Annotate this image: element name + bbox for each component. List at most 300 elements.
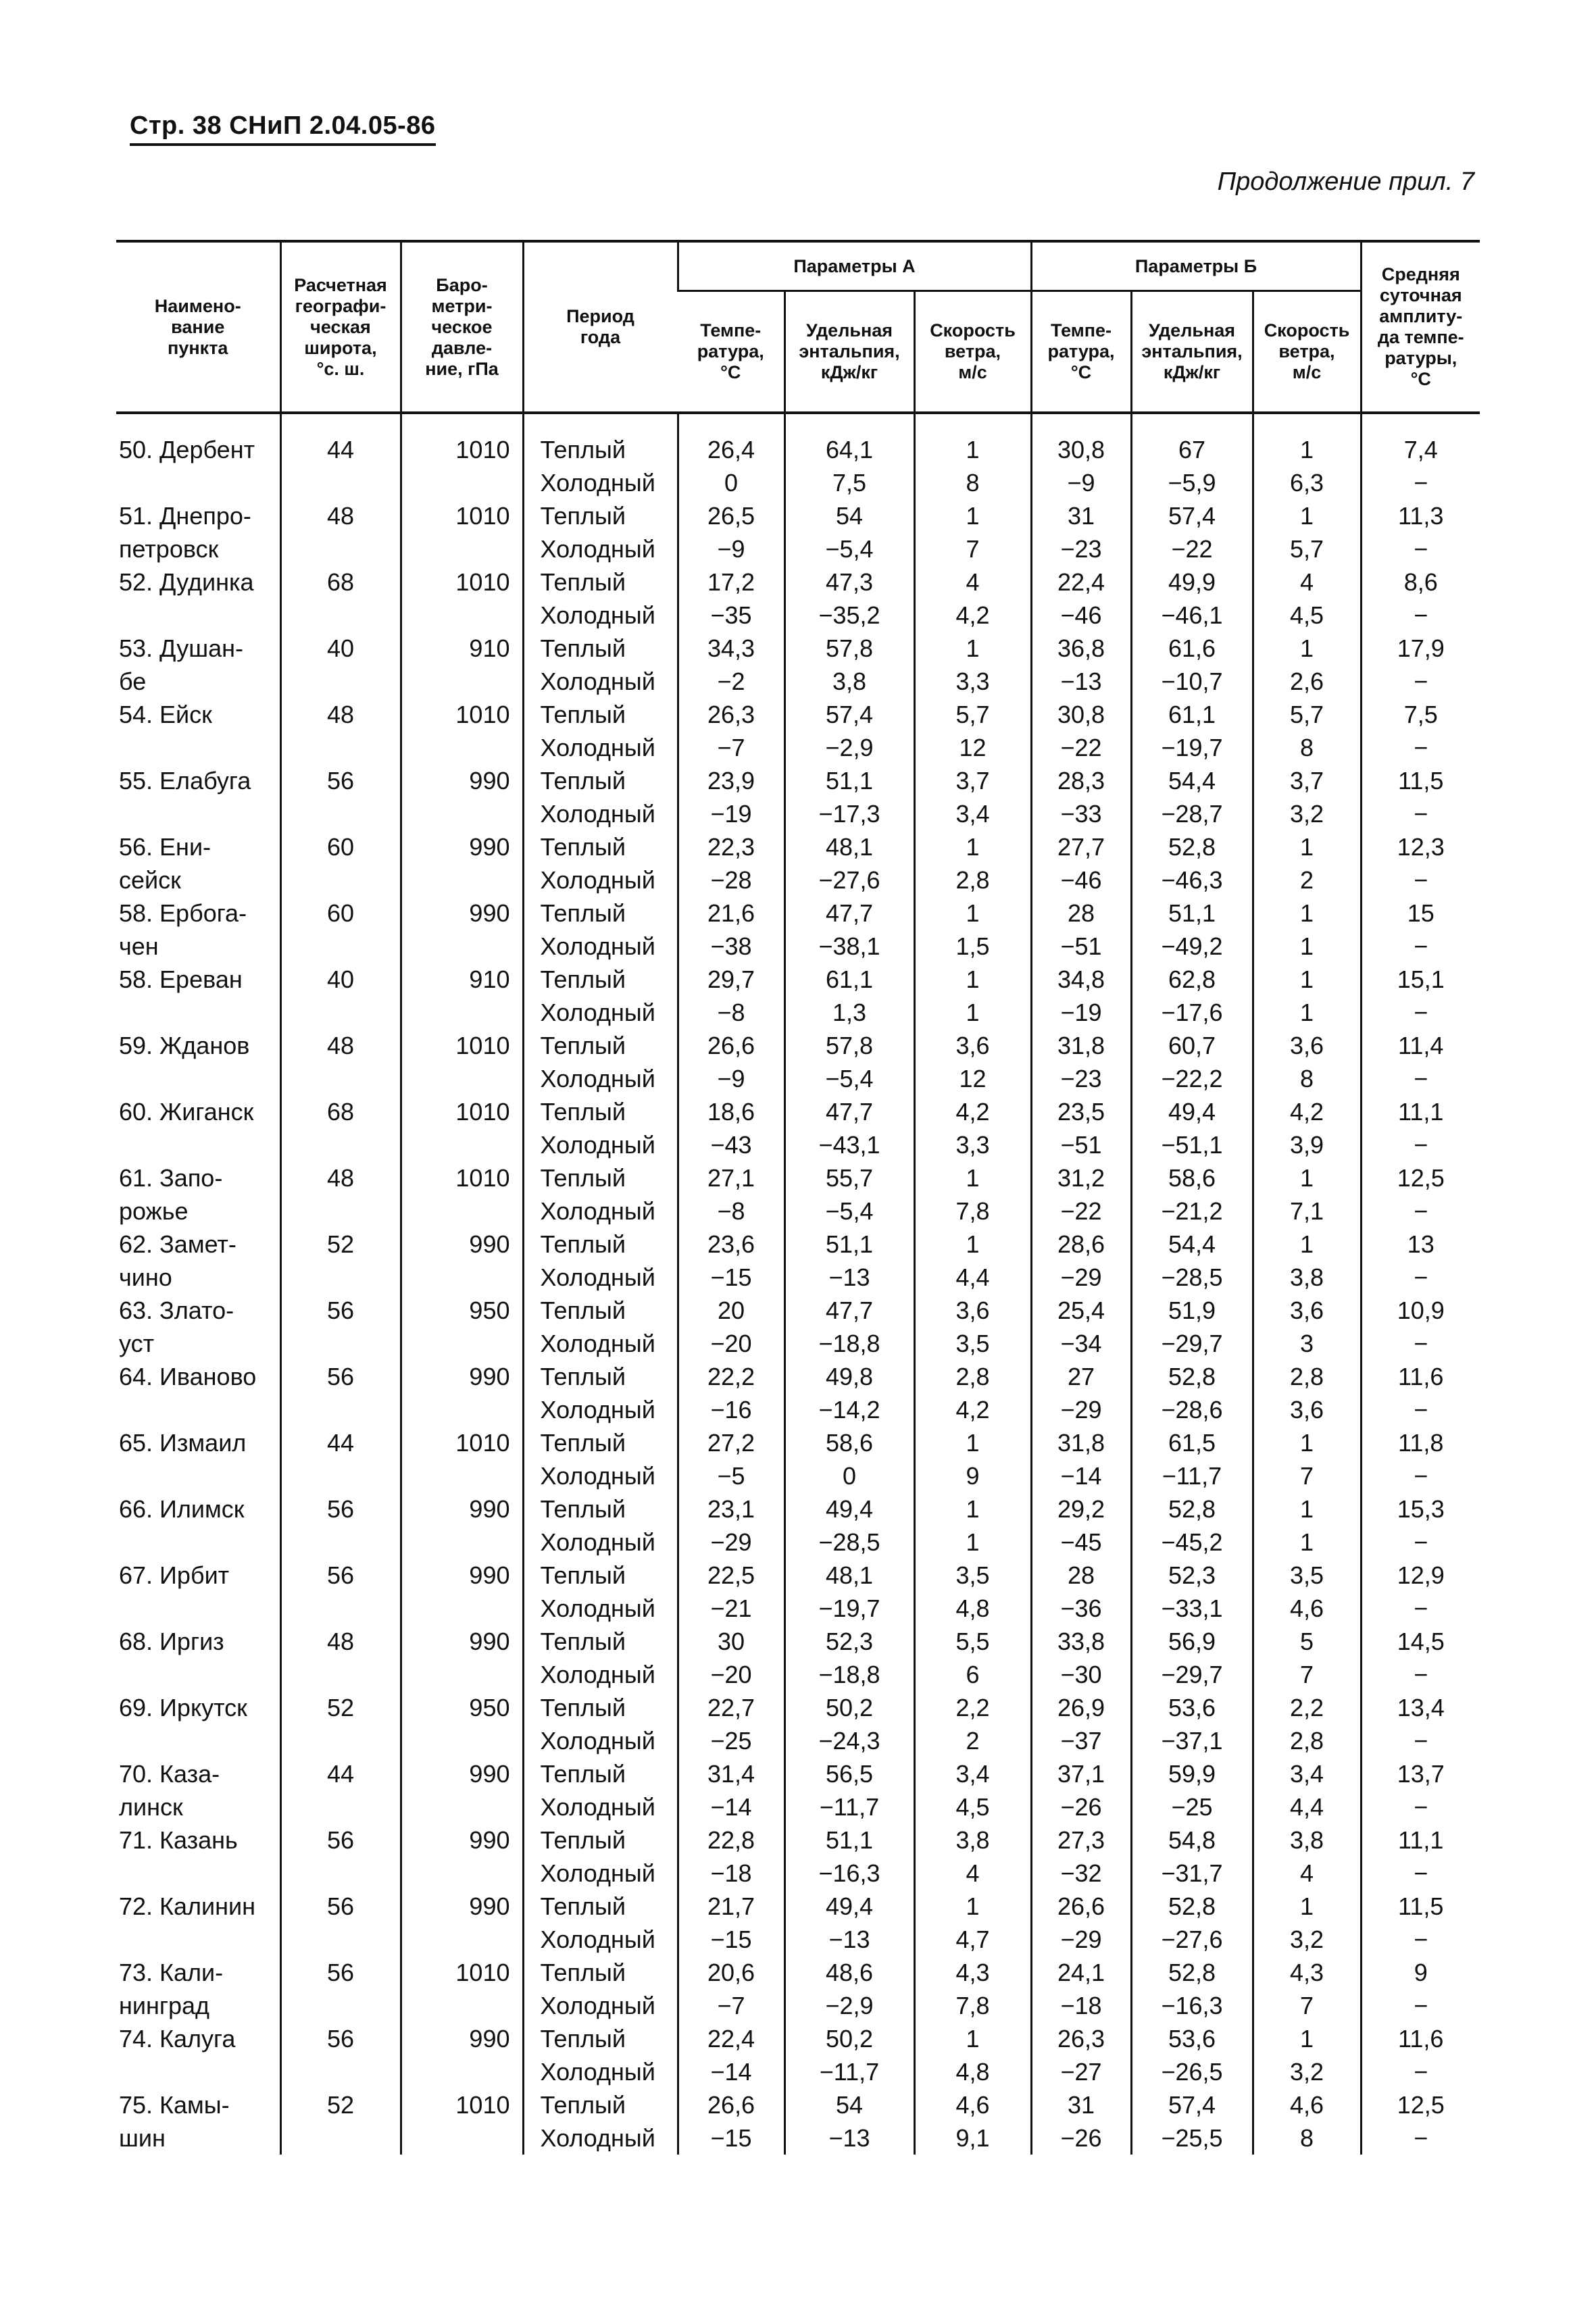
temp-a-cell: 22,5 (678, 1559, 784, 1592)
temp-a-cell: 26,5 (678, 499, 784, 532)
latitude-cell: 52 (280, 2088, 401, 2121)
enthalpy-b-cell: −28,5 (1131, 1261, 1253, 1294)
enthalpy-a-cell: 47,7 (784, 1294, 914, 1327)
amplitude-cell: − (1361, 1923, 1480, 1956)
wind-a-cell: 2 (914, 1724, 1031, 1757)
period-cell: Холодный (523, 1128, 678, 1161)
table-row (116, 632, 1480, 665)
station-name-cont: нинград (119, 1992, 210, 2019)
wind-b-cell: 1 (1253, 1890, 1361, 1923)
period-cell: Теплый (523, 433, 678, 466)
table-row (116, 1757, 1480, 1790)
period-cell: Холодный (523, 1526, 678, 1559)
pressure-cell: 990 (401, 764, 523, 797)
temp-b-cell: 30,8 (1031, 698, 1131, 731)
wind-b-cell: 8 (1253, 2121, 1361, 2155)
enthalpy-b-cell: −19,7 (1131, 731, 1253, 764)
amplitude-cell: 8,6 (1361, 565, 1480, 599)
temp-a-cell: 0 (678, 466, 784, 499)
amplitude-cell: 11,3 (1361, 499, 1480, 532)
enthalpy-b-cell: −49,2 (1131, 930, 1253, 963)
pressure-cell: 950 (401, 1294, 523, 1327)
enthalpy-a-cell: −35,2 (784, 599, 914, 632)
enthalpy-b-cell: −17,6 (1131, 996, 1253, 1029)
header-params-a: Параметры А (678, 241, 1031, 291)
wind-b-cell: 1 (1253, 1228, 1361, 1261)
temp-a-cell: 21,6 (678, 897, 784, 930)
table-row (116, 2022, 1480, 2055)
enthalpy-b-cell: 56,9 (1131, 1625, 1253, 1658)
latitude-cell: 44 (280, 1757, 401, 1790)
table-row (116, 1823, 1480, 1857)
period-cell: Теплый (523, 1426, 678, 1459)
wind-a-cell: 1 (914, 1492, 1031, 1526)
amplitude-cell: 11,6 (1361, 1360, 1480, 1393)
period-cell: Теплый (523, 2022, 678, 2055)
header-enthalpy-b: Удельная энтальпия, кДж/кг (1131, 291, 1253, 413)
station-name: 67. Ирбит (119, 1561, 230, 1589)
period-cell: Теплый (523, 1095, 678, 1128)
enthalpy-b-cell: −37,1 (1131, 1724, 1253, 1757)
enthalpy-a-cell: −43,1 (784, 1128, 914, 1161)
period-cell: Холодный (523, 1923, 678, 1956)
wind-a-cell: 4,8 (914, 2055, 1031, 2088)
period-cell: Холодный (523, 1459, 678, 1492)
wind-a-cell: 4,8 (914, 1592, 1031, 1625)
header-wind-a: Скорость ветра, м/с (914, 291, 1031, 413)
temp-a-cell: −20 (678, 1658, 784, 1691)
temp-a-cell: 26,6 (678, 2088, 784, 2121)
temp-b-cell: −51 (1031, 930, 1131, 963)
temp-b-cell: −18 (1031, 1989, 1131, 2022)
enthalpy-b-cell: 51,1 (1131, 897, 1253, 930)
wind-b-cell: 4,5 (1253, 599, 1361, 632)
amplitude-cell: − (1361, 1261, 1480, 1294)
enthalpy-a-cell: 7,5 (784, 466, 914, 499)
amplitude-cell: 10,9 (1361, 1294, 1480, 1327)
wind-b-cell: 3,6 (1253, 1029, 1361, 1062)
station-name: 70. Каза- (119, 1760, 220, 1788)
pressure-cell: 1010 (401, 698, 523, 731)
latitude-cell: 56 (280, 764, 401, 797)
header-name: Наимено- вание пункта (116, 241, 280, 413)
period-cell: Теплый (523, 1890, 678, 1923)
table-row (116, 2055, 1480, 2088)
enthalpy-b-cell: 61,1 (1131, 698, 1253, 731)
station-name-cont (116, 1923, 280, 1956)
enthalpy-b-cell: 51,9 (1131, 1294, 1253, 1327)
amplitude-cell: 12,3 (1361, 830, 1480, 863)
pressure-cell: 1010 (401, 1161, 523, 1194)
period-cell: Холодный (523, 599, 678, 632)
station-name-cont (116, 1724, 280, 1757)
enthalpy-b-cell: 60,7 (1131, 1029, 1253, 1062)
temp-a-cell: −38 (678, 930, 784, 963)
enthalpy-b-cell: −11,7 (1131, 1459, 1253, 1492)
enthalpy-b-cell: 61,6 (1131, 632, 1253, 665)
latitude-cell: 48 (280, 499, 401, 532)
enthalpy-a-cell: −13 (784, 2121, 914, 2155)
wind-b-cell: 3,8 (1253, 1823, 1361, 1857)
enthalpy-a-cell: 49,4 (784, 1890, 914, 1923)
amplitude-cell: 11,4 (1361, 1029, 1480, 1062)
table-row (116, 1360, 1480, 1393)
amplitude-cell: 15,1 (1361, 963, 1480, 996)
enthalpy-a-cell: −28,5 (784, 1526, 914, 1559)
wind-b-cell: 8 (1253, 731, 1361, 764)
table-row (116, 731, 1480, 764)
enthalpy-a-cell: 57,8 (784, 632, 914, 665)
enthalpy-b-cell: 58,6 (1131, 1161, 1253, 1194)
amplitude-cell: − (1361, 1327, 1480, 1360)
period-cell: Холодный (523, 665, 678, 698)
period-cell: Холодный (523, 930, 678, 963)
temp-a-cell: −20 (678, 1327, 784, 1360)
temp-b-cell: −9 (1031, 466, 1131, 499)
temp-b-cell: 27,7 (1031, 830, 1131, 863)
temp-a-cell: −9 (678, 532, 784, 565)
wind-b-cell: 2,2 (1253, 1691, 1361, 1724)
wind-b-cell: 7 (1253, 1658, 1361, 1691)
amplitude-cell: − (1361, 1790, 1480, 1823)
table-row (116, 1559, 1480, 1592)
temp-b-cell: −30 (1031, 1658, 1131, 1691)
table-row (116, 1989, 1480, 2022)
enthalpy-b-cell: −22 (1131, 532, 1253, 565)
station-name-cont (116, 1526, 280, 1559)
latitude-cell: 68 (280, 565, 401, 599)
temp-b-cell: −29 (1031, 1393, 1131, 1426)
enthalpy-a-cell: −18,8 (784, 1658, 914, 1691)
station-name: 56. Ени- (119, 833, 211, 861)
station-name-cont: чен (119, 932, 159, 960)
enthalpy-b-cell: −33,1 (1131, 1592, 1253, 1625)
wind-a-cell: 1 (914, 963, 1031, 996)
pressure-cell: 990 (401, 2022, 523, 2055)
wind-b-cell: 5,7 (1253, 532, 1361, 565)
station-name-cont (116, 1393, 280, 1426)
table-row (116, 1393, 1480, 1426)
latitude-cell: 48 (280, 1625, 401, 1658)
header-latitude: Расчетная географи- ческая широта, °с. ш. (280, 241, 401, 413)
wind-a-cell: 4,2 (914, 1095, 1031, 1128)
enthalpy-a-cell: −11,7 (784, 1790, 914, 1823)
temp-b-cell: 31 (1031, 499, 1131, 532)
latitude-cell: 44 (280, 1426, 401, 1459)
header-enthalpy-a: Удельная энтальпия, кДж/кг (784, 291, 914, 413)
enthalpy-b-cell: 59,9 (1131, 1757, 1253, 1790)
temp-b-cell: 31,2 (1031, 1161, 1131, 1194)
temp-b-cell: 22,4 (1031, 565, 1131, 599)
pressure-cell: 1010 (401, 1029, 523, 1062)
temp-a-cell: −28 (678, 863, 784, 897)
enthalpy-a-cell: −5,4 (784, 532, 914, 565)
enthalpy-b-cell: 54,4 (1131, 764, 1253, 797)
table-row (116, 2088, 1480, 2121)
station-name-cont (116, 2055, 280, 2088)
amplitude-cell: 13 (1361, 1228, 1480, 1261)
table-row (116, 1790, 1480, 1823)
enthalpy-a-cell: 48,1 (784, 1559, 914, 1592)
enthalpy-b-cell: −21,2 (1131, 1194, 1253, 1228)
wind-b-cell: 4,4 (1253, 1790, 1361, 1823)
station-name-cont (116, 1857, 280, 1890)
latitude-cell: 56 (280, 2022, 401, 2055)
temp-b-cell: −37 (1031, 1724, 1131, 1757)
amplitude-cell: − (1361, 1724, 1480, 1757)
pressure-cell: 990 (401, 1823, 523, 1857)
temp-a-cell: 34,3 (678, 632, 784, 665)
wind-a-cell: 12 (914, 1062, 1031, 1095)
temp-b-cell: −22 (1031, 1194, 1131, 1228)
amplitude-cell: 7,4 (1361, 433, 1480, 466)
latitude-cell: 48 (280, 1029, 401, 1062)
enthalpy-a-cell: 52,3 (784, 1625, 914, 1658)
enthalpy-a-cell: 50,2 (784, 2022, 914, 2055)
station-name: 50. Дербент (119, 436, 255, 463)
table-row (116, 1459, 1480, 1492)
latitude-cell: 52 (280, 1228, 401, 1261)
wind-b-cell: 4,6 (1253, 1592, 1361, 1625)
pressure-cell: 990 (401, 1625, 523, 1658)
wind-b-cell: 8 (1253, 1062, 1361, 1095)
table-row (116, 1658, 1480, 1691)
enthalpy-a-cell: −2,9 (784, 1989, 914, 2022)
header-pressure: Баро- метри- ческое давле- ние, гПа (401, 241, 523, 413)
temp-a-cell: −15 (678, 2121, 784, 2155)
wind-a-cell: 1 (914, 632, 1031, 665)
temp-a-cell: −9 (678, 1062, 784, 1095)
enthalpy-b-cell: 52,8 (1131, 1360, 1253, 1393)
latitude-cell: 68 (280, 1095, 401, 1128)
period-cell: Холодный (523, 1989, 678, 2022)
amplitude-cell: 12,9 (1361, 1559, 1480, 1592)
period-cell: Холодный (523, 466, 678, 499)
enthalpy-a-cell: 51,1 (784, 764, 914, 797)
temp-b-cell: 28,3 (1031, 764, 1131, 797)
table-row (116, 433, 1480, 466)
wind-a-cell: 1,5 (914, 930, 1031, 963)
wind-b-cell: 1 (1253, 632, 1361, 665)
enthalpy-a-cell: −17,3 (784, 797, 914, 830)
wind-b-cell: 1 (1253, 1492, 1361, 1526)
enthalpy-b-cell: 54,4 (1131, 1228, 1253, 1261)
temp-a-cell: −35 (678, 599, 784, 632)
enthalpy-a-cell: 56,5 (784, 1757, 914, 1790)
wind-b-cell: 3,7 (1253, 764, 1361, 797)
table-row (116, 1095, 1480, 1128)
period-cell: Теплый (523, 1559, 678, 1592)
wind-b-cell: 7,1 (1253, 1194, 1361, 1228)
amplitude-cell: − (1361, 1459, 1480, 1492)
climate-table (116, 240, 1480, 2155)
enthalpy-a-cell: −18,8 (784, 1327, 914, 1360)
station-name: 54. Ейск (119, 701, 212, 728)
enthalpy-a-cell: 47,7 (784, 897, 914, 930)
wind-a-cell: 1 (914, 2022, 1031, 2055)
temp-a-cell: 23,6 (678, 1228, 784, 1261)
wind-a-cell: 1 (914, 1161, 1031, 1194)
wind-a-cell: 3,7 (914, 764, 1031, 797)
pressure-cell: 910 (401, 963, 523, 996)
temp-b-cell: 23,5 (1031, 1095, 1131, 1128)
pressure-cell: 1010 (401, 565, 523, 599)
temp-b-cell: 31,8 (1031, 1029, 1131, 1062)
table-row (116, 996, 1480, 1029)
enthalpy-a-cell: −24,3 (784, 1724, 914, 1757)
wind-b-cell: 1 (1253, 830, 1361, 863)
amplitude-cell: − (1361, 1393, 1480, 1426)
table-row (116, 897, 1480, 930)
station-name-cont: уст (119, 1330, 155, 1357)
wind-a-cell: 2,8 (914, 863, 1031, 897)
wind-a-cell: 4,6 (914, 2088, 1031, 2121)
wind-b-cell: 2,8 (1253, 1360, 1361, 1393)
station-name: 64. Иваново (119, 1363, 257, 1390)
enthalpy-a-cell: 61,1 (784, 963, 914, 996)
pressure-cell: 990 (401, 1492, 523, 1526)
temp-a-cell: −19 (678, 797, 784, 830)
header-temp-b: Темпе- ратура, °С (1031, 291, 1131, 413)
temp-a-cell: 17,2 (678, 565, 784, 599)
period-cell: Теплый (523, 1691, 678, 1724)
temp-b-cell: −27 (1031, 2055, 1131, 2088)
period-cell: Холодный (523, 2121, 678, 2155)
wind-a-cell: 4 (914, 565, 1031, 599)
table-row (116, 863, 1480, 897)
enthalpy-a-cell: 3,8 (784, 665, 914, 698)
header-period: Период года (523, 241, 678, 413)
wind-a-cell: 4,2 (914, 1393, 1031, 1426)
table-row (116, 930, 1480, 963)
amplitude-cell: 14,5 (1361, 1625, 1480, 1658)
enthalpy-a-cell: 49,4 (784, 1492, 914, 1526)
wind-b-cell: 5 (1253, 1625, 1361, 1658)
station-name: 60. Жиганск (119, 1098, 254, 1126)
wind-b-cell: 1 (1253, 1426, 1361, 1459)
wind-b-cell: 2,8 (1253, 1724, 1361, 1757)
station-name: 75. Камы- (119, 2091, 230, 2119)
period-cell: Теплый (523, 1360, 678, 1393)
amplitude-cell: − (1361, 466, 1480, 499)
latitude-cell: 48 (280, 698, 401, 731)
station-name-cont (116, 731, 280, 764)
enthalpy-b-cell: 52,8 (1131, 830, 1253, 863)
table-row (116, 1625, 1480, 1658)
amplitude-cell: 11,6 (1361, 2022, 1480, 2055)
wind-a-cell: 4,2 (914, 599, 1031, 632)
temp-a-cell: −8 (678, 996, 784, 1029)
wind-a-cell: 3,5 (914, 1559, 1031, 1592)
station-name-cont (116, 466, 280, 499)
table-row (116, 2121, 1480, 2155)
enthalpy-a-cell: −13 (784, 1923, 914, 1956)
enthalpy-b-cell: 52,3 (1131, 1559, 1253, 1592)
station-name: 53. Душан- (119, 634, 243, 662)
wind-b-cell: 1 (1253, 996, 1361, 1029)
enthalpy-a-cell: 51,1 (784, 1228, 914, 1261)
amplitude-cell: − (1361, 996, 1480, 1029)
enthalpy-a-cell: 47,7 (784, 1095, 914, 1128)
period-cell: Теплый (523, 698, 678, 731)
enthalpy-a-cell: 54 (784, 2088, 914, 2121)
enthalpy-a-cell: −5,4 (784, 1062, 914, 1095)
enthalpy-a-cell: 50,2 (784, 1691, 914, 1724)
temp-b-cell: −22 (1031, 731, 1131, 764)
enthalpy-b-cell: −29,7 (1131, 1327, 1253, 1360)
wind-b-cell: 2,6 (1253, 665, 1361, 698)
latitude-cell: 40 (280, 963, 401, 996)
temp-b-cell: 27,3 (1031, 1823, 1131, 1857)
wind-a-cell: 7,8 (914, 1989, 1031, 2022)
temp-b-cell: −33 (1031, 797, 1131, 830)
amplitude-cell: 11,5 (1361, 1890, 1480, 1923)
table-row (116, 1526, 1480, 1559)
pressure-cell: 990 (401, 830, 523, 863)
temp-a-cell: −16 (678, 1393, 784, 1426)
period-cell: Холодный (523, 532, 678, 565)
enthalpy-b-cell: −22,2 (1131, 1062, 1253, 1095)
station-name: 51. Днепро- (119, 502, 251, 530)
enthalpy-b-cell: −51,1 (1131, 1128, 1253, 1161)
station-name: 74. Калуга (119, 2025, 236, 2053)
temp-a-cell: −7 (678, 1989, 784, 2022)
station-name-cont (116, 797, 280, 830)
wind-b-cell: 3,4 (1253, 1757, 1361, 1790)
table-row (116, 1327, 1480, 1360)
temp-b-cell: −14 (1031, 1459, 1131, 1492)
wind-b-cell: 3,9 (1253, 1128, 1361, 1161)
latitude-cell: 44 (280, 433, 401, 466)
table-row (116, 1228, 1480, 1261)
temp-a-cell: −29 (678, 1526, 784, 1559)
station-name: 62. Замет- (119, 1230, 236, 1258)
temp-a-cell: 22,2 (678, 1360, 784, 1393)
enthalpy-b-cell: −5,9 (1131, 466, 1253, 499)
wind-a-cell: 1 (914, 996, 1031, 1029)
temp-a-cell: −25 (678, 1724, 784, 1757)
wind-a-cell: 6 (914, 1658, 1031, 1691)
amplitude-cell: − (1361, 731, 1480, 764)
wind-a-cell: 1 (914, 1426, 1031, 1459)
station-name: 73. Кали- (119, 1959, 224, 1986)
wind-b-cell: 6,3 (1253, 466, 1361, 499)
station-name: 65. Измаил (119, 1429, 247, 1457)
wind-b-cell: 3,2 (1253, 797, 1361, 830)
temp-b-cell: −13 (1031, 665, 1131, 698)
table-row (116, 1029, 1480, 1062)
station-name-cont (116, 1592, 280, 1625)
station-name: 58. Ереван (119, 965, 243, 993)
enthalpy-a-cell: −38,1 (784, 930, 914, 963)
period-cell: Теплый (523, 1625, 678, 1658)
enthalpy-b-cell: −46,1 (1131, 599, 1253, 632)
enthalpy-b-cell: −29,7 (1131, 1658, 1253, 1691)
amplitude-cell: 13,7 (1361, 1757, 1480, 1790)
wind-b-cell: 3,6 (1253, 1393, 1361, 1426)
period-cell: Холодный (523, 1393, 678, 1426)
amplitude-cell: 11,1 (1361, 1823, 1480, 1857)
amplitude-cell: 11,5 (1361, 764, 1480, 797)
amplitude-cell: − (1361, 2055, 1480, 2088)
enthalpy-a-cell: −19,7 (784, 1592, 914, 1625)
enthalpy-b-cell: 61,5 (1131, 1426, 1253, 1459)
station-name-cont (116, 599, 280, 632)
enthalpy-a-cell: −5,4 (784, 1194, 914, 1228)
enthalpy-a-cell: 58,6 (784, 1426, 914, 1459)
enthalpy-a-cell: 54 (784, 499, 914, 532)
wind-a-cell: 3,3 (914, 665, 1031, 698)
